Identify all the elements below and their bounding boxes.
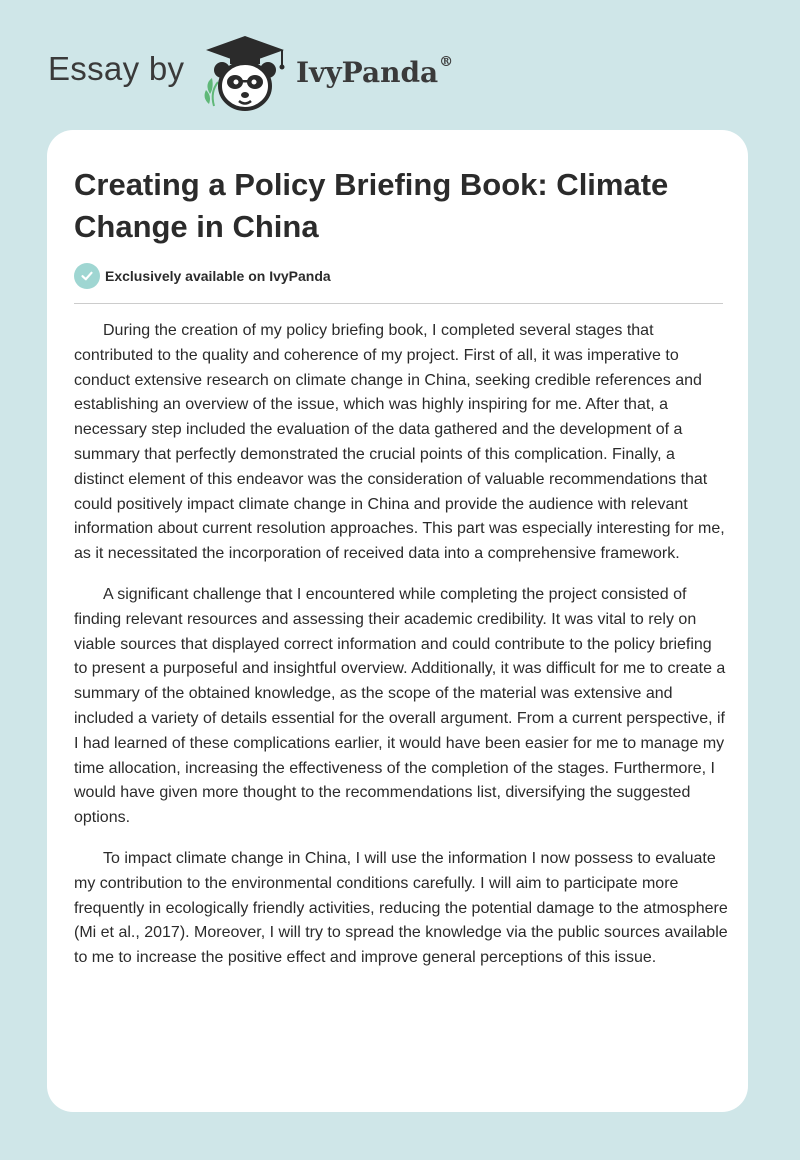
essay-card	[47, 130, 748, 1112]
brand-prefix: Essay by	[48, 50, 185, 87]
check-icon	[74, 263, 100, 289]
brand-name-text: IvyPanda	[296, 56, 439, 89]
paragraph: A significant challenge that I encountered while completing the project consisted of finding relevant resources and assessing their academic credibility. It was vital to rely on viable sources that displayed correct information and could contribute to the policy briefing to present a purposeful and insightful overview. Additionally, it was difficult for me to create a summary of the obtained knowledge, as the scope of the material was extensive and included a variety of details essential for the overall argument. From a current perspective, if I had learned of these complications earlier, it would have been easier for me to manage my time allocation, increasing the effectiveness of the completion of the stages. Furthermore, I would have given more thought to the recommendations list, diversifying the suggested options.	[74, 585, 726, 827]
badge-label: Exclusively available on IvyPanda	[105, 268, 331, 284]
panda-graduation-cap-icon[interactable]	[200, 34, 290, 114]
registered-mark: ®	[439, 54, 454, 70]
exclusive-badge	[74, 263, 331, 289]
paragraph: To impact climate change in China, I will use the information I now possess to evaluate my contribution to the environmental conditions carefully. I will aim to participate more frequently in ecologically friendly activities, reducing the potential damage to the atmosphere (Mi et al., 2017). Moreover, I will try to spread the knowledge via the public sources available to me to increase the positive effect and improve general perceptions of this issue.	[74, 849, 728, 967]
page-title: Creating a Policy Briefing Book: Climate Change in China	[74, 167, 669, 244]
brand-name[interactable]	[296, 56, 453, 89]
paragraph: During the creation of my policy briefing book, I completed several stages that contributed to the quality and coherence of my project. First of all, it was imperative to conduct extensive research on climate change in China, seeking credible references and establishing an overview of the issue, which was highly inspiring for me. After that, a necessary step included the evaluation of the data gathered and the development of a summary that perfectly demonstrated the crucial points of this complication. Finally, a distinct element of this endeavor was the consideration of valuable recommendations that could positively impact climate change in China and provide the audience with relevant information about current resolution approaches. This part was especially interesting for me, as it necessitated the incorporation of received data into a comprehensive framework.	[74, 322, 725, 563]
divider	[74, 303, 723, 304]
essay-body	[74, 319, 729, 987]
site-header	[48, 30, 748, 110]
